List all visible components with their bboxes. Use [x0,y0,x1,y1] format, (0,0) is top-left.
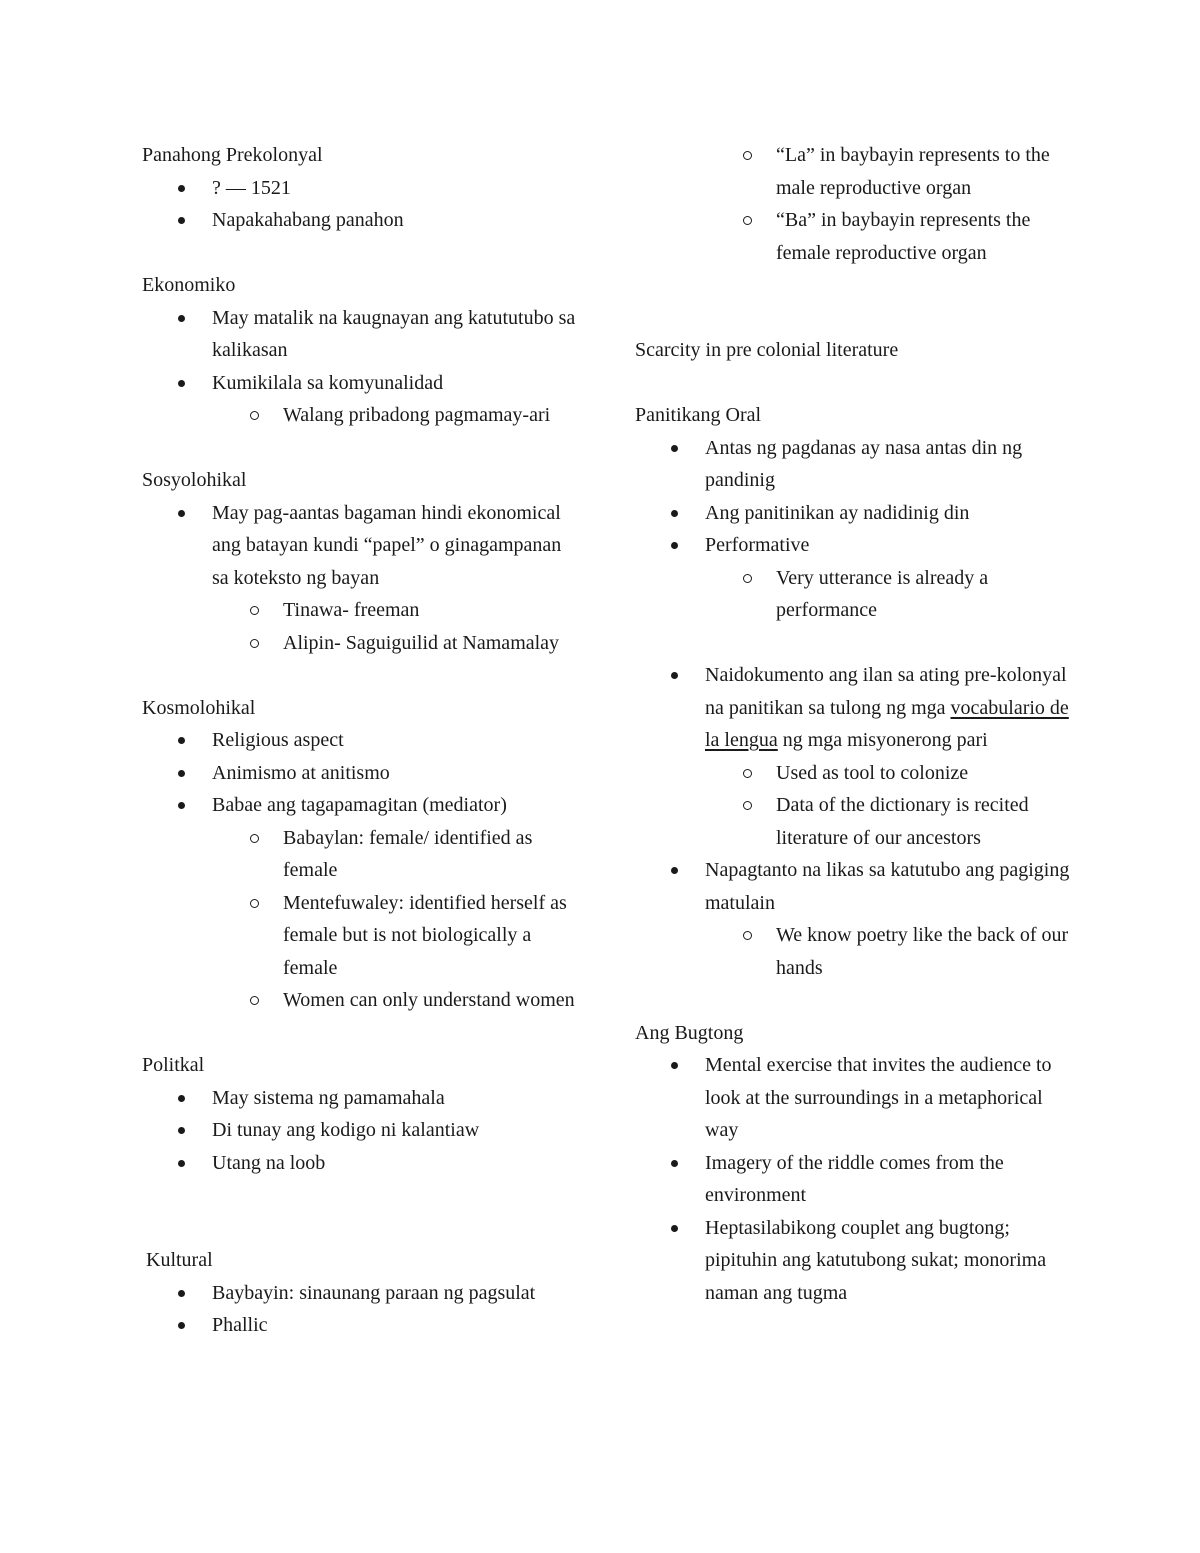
list-item [635,659,1080,757]
list-subitem: “La” in baybayin represents to the male reproductive organ [635,139,1080,204]
heading-politkal: Politkal [142,1054,205,1076]
list-item: Napakahabang panahon [142,204,582,237]
list-panitikang-oral-documented [635,659,1080,984]
list-item: May matalik na kaugnayan ang katututubo sa kalikasan [142,302,582,367]
list-sosyolohikal [142,497,582,660]
list-item: Imagery of the riddle comes from the environment [635,1147,1080,1212]
list-phallic-continued [635,139,1080,269]
list-item: May pag-aantas bagaman hindi ekonomical ang batayan kundi “papel” o ginagampanan sa koteksto ng bayan [142,497,582,595]
heading-prekolonyal: Panahong Prekolonyal [142,144,323,166]
heading-panitikang-oral: Panitikang Oral [635,404,762,426]
list-politkal [142,1082,582,1180]
list-item: Utang na loob [142,1147,582,1180]
heading-ekonomiko: Ekonomiko [142,274,236,296]
list-item: Heptasilabikong couplet ang bugtong; pipituhin ang katutubong sukat; monorima naman ang tugma [635,1212,1080,1310]
list-item: Babae ang tagapamagitan (mediator) [142,789,582,822]
list-item: Mental exercise that invites the audience to look at the surroundings in a metaphorical way [635,1049,1080,1147]
list-subitem: Data of the dictionary is recited literature of our ancestors [635,789,1080,854]
heading-kosmolohikal: Kosmolohikal [142,696,256,719]
list-subitem: Women can only understand women [142,984,582,1017]
list-subitem: Babaylan: female/ identified as female [142,822,582,887]
heading-sosyolohikal: Sosyolohikal [142,469,247,491]
list-subitem: “Ba” in baybayin represents the female reproductive organ [635,204,1080,269]
list-ang-bugtong [635,1049,1080,1309]
right-column [635,139,1080,1309]
list-subitem: Mentefuwaley: identified herself as female but is not biologically a female [142,887,582,985]
left-column [142,139,582,1342]
list-item: Ang panitinikan ay nadidinig din [635,497,1080,530]
list-subitem: Very utterance is already a performance [635,562,1080,627]
list-item: Religious aspect [142,724,582,757]
list-kultural [142,1277,582,1342]
list-item: ? — 1521 [142,172,582,205]
heading-ang-bugtong: Ang Bugtong [635,1021,744,1044]
list-kosmolohikal [142,724,582,1017]
list-prekolonyal [142,172,582,237]
list-item: May sistema ng pamamahala [142,1082,582,1115]
documented-text-end: ng mga misyonerong pari [782,729,988,751]
list-item: Animismo at anitismo [142,757,582,790]
list-subitem: Walang pribadong pagmamay-ari [142,399,582,432]
list-item: Performative [635,529,1080,562]
list-subitem: Used as tool to colonize [635,757,1080,790]
list-item: Napagtanto na likas sa katutubo ang pagiging matulain [635,854,1080,919]
list-subitem: Alipin- Saguiguilid at Namamalay [142,627,582,660]
vocabulario-underlined: vocabulario de la lengua [705,696,1069,751]
list-subitem: We know poetry like the back of our hands [635,919,1080,984]
list-panitikang-oral [635,432,1080,627]
heading-scarcity: Scarcity in pre colonial literature [635,339,899,361]
list-ekonomiko [142,302,582,432]
list-item: Kumikilala sa komyunalidad [142,367,582,400]
documented-text: Naidokumento ang ilan sa ating pre-kolonyal na panitikan sa tulong ng mga [705,664,1067,719]
list-subitem: Tinawa- freeman [142,594,582,627]
list-item: Di tunay ang kodigo ni kalantiaw [142,1114,582,1147]
list-item: Baybayin: sinaunang paraan ng pagsulat [142,1277,582,1310]
list-item: Antas ng pagdanas ay nasa antas din ng pandinig [635,432,1080,497]
heading-kultural: Kultural [146,1249,213,1271]
list-item: Phallic [142,1309,582,1342]
